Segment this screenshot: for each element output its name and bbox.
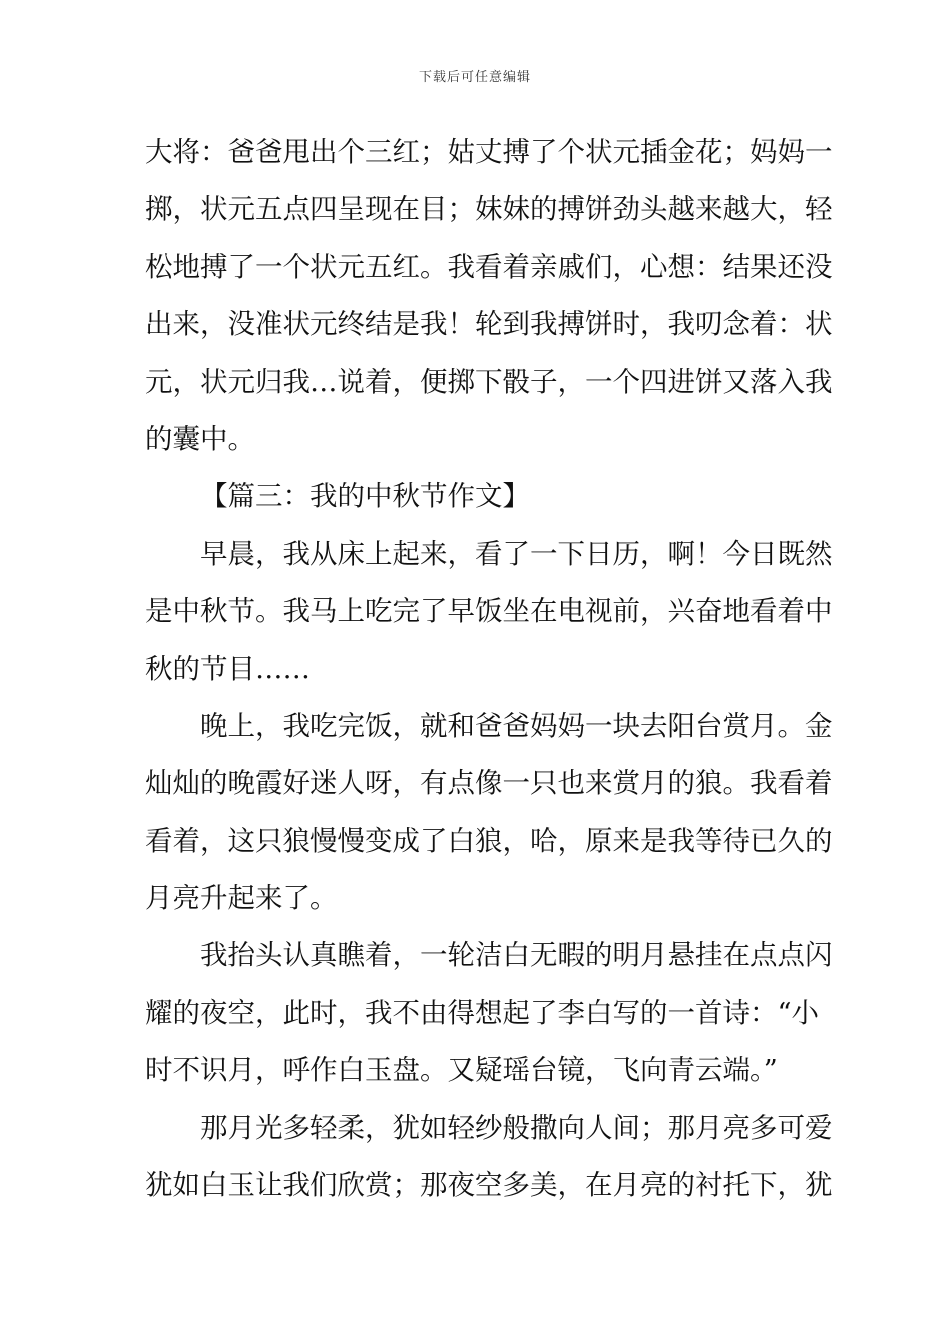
text-line: 掷，状元五点四呈现在目；妹妹的搏饼劲头越来越大，轻 bbox=[145, 193, 833, 226]
page-header: 下载后可任意编辑 bbox=[418, 70, 531, 85]
text-line: 灿灿的晚霞好迷人呀，有点像一只也来赏月的狼。我看着 bbox=[145, 767, 833, 800]
text-line: 我抬头认真瞧着，一轮洁白无暇的明月悬挂在点点闪 bbox=[200, 939, 833, 972]
text-line: 【篇三：我的中秋节作文】 bbox=[200, 480, 530, 513]
text-line: 元，状元归我…说着，便掷下骰子，一个四进饼又落入我 bbox=[145, 365, 833, 398]
text-line: 的囊中。 bbox=[145, 422, 255, 455]
text-line: 早晨，我从床上起来，看了一下日历，啊！今日既然 bbox=[200, 537, 833, 570]
body-text bbox=[145, 124, 833, 1214]
text-line: 看着，这只狼慢慢变成了白狼，哈，原来是我等待已久的 bbox=[145, 824, 833, 857]
text-line: 秋的节目…… bbox=[145, 652, 310, 685]
text-line: 耀的夜空，此时，我不由得想起了李白写的一首诗：“小 bbox=[145, 996, 820, 1029]
text-line: 月亮升起来了。 bbox=[145, 882, 338, 915]
text-line: 犹如白玉让我们欣赏；那夜空多美，在月亮的衬托下，犹 bbox=[145, 1169, 833, 1202]
text-line: 是中秋节。我马上吃完了早饭坐在电视前，兴奋地看着中 bbox=[145, 595, 833, 628]
text-line: 那月光多轻柔，犹如轻纱般撒向人间；那月亮多可爱 bbox=[200, 1111, 833, 1144]
text-line: 时不识月，呼作白玉盘。又疑瑶台镜，飞向青云端。” bbox=[145, 1054, 778, 1087]
text-line: 松地搏了一个状元五红。我看着亲戚们，心想：结果还没 bbox=[145, 250, 833, 283]
text-line: 出来，没准状元终结是我！轮到我搏饼时，我叨念着：状 bbox=[145, 308, 833, 341]
text-line: 晚上，我吃完饭，就和爸爸妈妈一块去阳台赏月。金 bbox=[200, 709, 833, 742]
text-line: 大将：爸爸甩出个三红；姑丈搏了个状元插金花；妈妈一 bbox=[145, 136, 833, 168]
